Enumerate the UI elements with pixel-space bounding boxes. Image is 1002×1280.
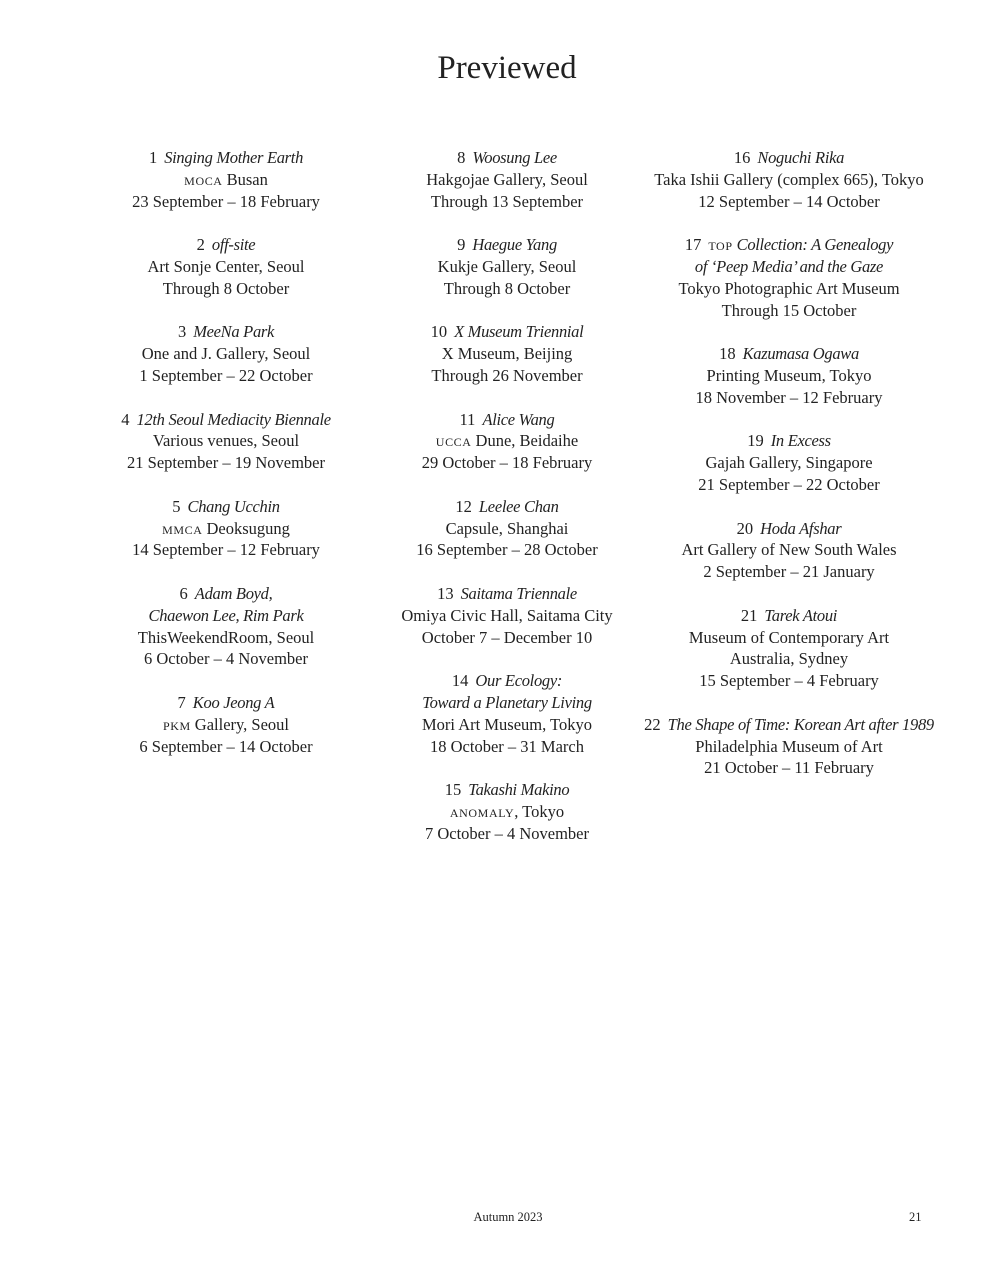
entry-title-line [629, 256, 949, 278]
entry-number: 18 [719, 344, 736, 364]
entry-dates: Through 8 October [162, 278, 290, 298]
entry-venue: Museum of Contemporary Art [688, 627, 890, 647]
entry-title: Kazumasa Ogawa [742, 344, 859, 364]
entry-venue: Philadelphia Museum of Art [695, 736, 883, 756]
entry-venue-line [629, 365, 949, 387]
listing-entry [347, 409, 667, 474]
entry-venue: Art Gallery of New South Wales [681, 540, 897, 560]
venue-smallcaps: anomaly [449, 801, 515, 821]
entry-venue-line [629, 452, 949, 474]
entry-title: 12th Seoul Mediacity Biennale [136, 409, 331, 429]
entry-title: Alice Wang [482, 409, 555, 429]
entry-venue: Australia, Sydney [729, 649, 849, 669]
entry-venue-line [347, 518, 667, 540]
entry-title-line [66, 321, 386, 343]
entry-venue: Hakgojae Gallery, Seoul [426, 169, 588, 189]
listing-entry [347, 147, 667, 212]
entry-dates: Through 15 October [721, 300, 857, 320]
entry-venue: Printing Museum, Tokyo [706, 365, 872, 385]
entry-title: Takashi Makino [468, 780, 570, 800]
entry-title: Hoda Afshar [760, 518, 842, 538]
listing-entry [347, 583, 667, 648]
entry-title-line [629, 714, 949, 736]
entry-title-line [66, 409, 386, 431]
entry-number: 7 [177, 692, 186, 712]
entry-venue: Various venues, Seoul [152, 431, 300, 451]
entry-title: Tarek Atoui [764, 605, 838, 625]
entry-venue: Kukje Gallery, Seoul [437, 256, 577, 276]
listing-entry [629, 518, 949, 583]
entry-number: 10 [430, 322, 448, 342]
listing-entry [629, 234, 949, 321]
listing-entry [66, 496, 386, 561]
entry-title-line [66, 583, 386, 605]
entry-title-line [629, 234, 949, 256]
entry-number: 9 [457, 235, 466, 255]
entry-venue: Dune, Beidaihe [475, 431, 579, 451]
entry-venue: Mori Art Museum, Tokyo [422, 714, 592, 734]
entry-title-line [347, 409, 667, 431]
entry-number: 21 [740, 605, 758, 625]
entry-venue: ThisWeekendRoom, Seoul [137, 627, 315, 647]
entry-title-line [66, 496, 386, 518]
entry-number: 2 [196, 235, 205, 255]
entry-number: 16 [733, 148, 751, 167]
entry-title-line [629, 147, 949, 169]
entry-venue-line [347, 714, 667, 736]
entry-venue: Gallery, Seoul [194, 714, 290, 734]
entry-dates: 6 September – 14 October [139, 736, 313, 756]
entry-venue-line [347, 430, 667, 452]
entry-venue-line [66, 430, 386, 452]
entry-title-line [629, 605, 949, 627]
page-title: Previewed [437, 50, 577, 86]
entry-venue-line [629, 648, 949, 670]
entry-dates: 21 September – 22 October [698, 474, 880, 494]
listing-entry [347, 496, 667, 561]
entry-venue-line [629, 278, 949, 300]
entry-title-line [347, 692, 667, 714]
entry-number: 1 [148, 148, 158, 167]
listing-entry [347, 234, 667, 299]
entry-title: MeeNa Park [193, 322, 275, 342]
entry-dates: 21 September – 19 November [127, 453, 325, 473]
entry-number: 17 [684, 235, 702, 255]
entry-number: 4 [121, 409, 130, 429]
entry-dates: Through 13 September [430, 191, 584, 211]
entry-venue: Taka Ishii Gallery (complex 665), Tokyo [654, 169, 924, 189]
entry-venue-line [66, 169, 386, 191]
listing-entry [66, 147, 386, 212]
listing-entry [629, 605, 949, 692]
entry-venue: Deoksugung [206, 518, 290, 538]
entry-title: The Shape of Time: Korean Art after 1989 [667, 714, 934, 734]
listing-entry [629, 430, 949, 495]
entry-venue-line [66, 627, 386, 649]
entry-dates: 12 September – 14 October [698, 191, 880, 211]
entry-venue: Tokyo Photographic Art Museum [678, 278, 900, 298]
entry-venue-line [66, 343, 386, 365]
entry-venue: X Museum, Beijing [441, 344, 573, 364]
entry-number: 5 [172, 496, 181, 516]
entry-title: Woosung Lee [472, 148, 557, 167]
page-number: 21 [909, 1210, 922, 1224]
entry-venue: , Tokyo [514, 801, 565, 821]
entry-dates: 7 October – 4 November [424, 823, 590, 843]
entry-venue-line [66, 714, 386, 736]
entry-dates: 18 October – 31 March [430, 736, 584, 756]
entry-title: Collection: A Genealogy [736, 235, 894, 255]
entry-venue: Capsule, Shanghai [445, 518, 569, 538]
entry-title-line [66, 147, 386, 169]
entry-title-line [347, 234, 667, 256]
listing-column-3 [629, 147, 949, 801]
entry-title-line [629, 518, 949, 540]
listing-entry [347, 779, 667, 844]
venue-smallcaps: mmca [162, 518, 203, 538]
entry-dates: Through 26 November [431, 365, 583, 385]
entry-venue-line [347, 343, 667, 365]
entry-title: Adam Boyd, [194, 583, 273, 603]
listing-entry [347, 670, 667, 757]
listing-entry [629, 714, 949, 779]
entry-dates: 1 September – 22 October [139, 365, 313, 385]
entry-venue-line [347, 801, 667, 823]
entry-venue-line [347, 169, 667, 191]
entry-title-line [347, 496, 667, 518]
entry-title-line [347, 147, 667, 169]
entry-venue-line [66, 518, 386, 540]
entry-venue-line [347, 605, 667, 627]
entry-dates: Through 8 October [443, 278, 571, 298]
entry-title: Our Ecology: [475, 671, 563, 691]
entry-number: 8 [457, 148, 466, 167]
listing-entry [66, 321, 386, 386]
entry-title: Noguchi Rika [757, 148, 845, 167]
entry-venue-line [629, 539, 949, 561]
listing-entry [629, 343, 949, 408]
entry-venue-line [347, 256, 667, 278]
listing-column-2 [347, 147, 667, 866]
entry-title: Leelee Chan [478, 496, 559, 516]
entry-title-line [66, 692, 386, 714]
entry-number: 14 [451, 671, 469, 691]
entry-venue: Gajah Gallery, Singapore [705, 453, 873, 473]
entry-title: Chang Ucchin [187, 496, 280, 516]
entry-venue: Omiya Civic Hall, Saitama City [401, 605, 613, 625]
entry-title: Koo Jeong A [192, 692, 275, 712]
entry-title: Saitama Triennale [460, 583, 577, 603]
entry-venue: Art Sonje Center, Seoul [147, 256, 305, 276]
entry-number: 12 [455, 496, 472, 516]
entry-title-line [66, 605, 386, 627]
entry-dates: 21 October – 11 February [704, 758, 874, 778]
entry-title: X Museum Triennial [454, 322, 584, 342]
entry-dates: 14 September – 12 February [132, 540, 320, 560]
entry-number: 20 [736, 518, 754, 538]
entry-title-line [66, 234, 386, 256]
footer-issue: Autumn 2023 [473, 1210, 543, 1224]
entry-title: of ‘Peep Media’ and the Gaze [694, 256, 884, 276]
entry-number: 13 [437, 583, 454, 603]
entry-title-smallcaps: top [708, 235, 733, 255]
entry-number: 6 [179, 583, 188, 603]
listing-entry [66, 583, 386, 670]
entry-venue-line [629, 169, 949, 191]
entry-venue-line [629, 736, 949, 758]
listing-entry [347, 321, 667, 386]
entry-venue-line [66, 256, 386, 278]
entry-title: Singing Mother Earth [164, 148, 304, 167]
listing-column-1 [66, 147, 386, 779]
entry-dates: 18 November – 12 February [695, 387, 883, 407]
entry-dates: 2 September – 21 January [703, 562, 875, 582]
entry-title-line [347, 321, 667, 343]
entry-dates: 16 September – 28 October [416, 540, 598, 560]
entry-title-line [629, 430, 949, 452]
entry-dates: 29 October – 18 February [421, 453, 593, 473]
entry-title-line [347, 670, 667, 692]
venue-smallcaps: ucca [435, 431, 472, 451]
entry-title: Toward a Planetary Living [422, 692, 592, 712]
entry-number: 19 [747, 431, 764, 451]
entry-venue: One and J. Gallery, Seoul [141, 344, 311, 364]
entry-title-line [629, 343, 949, 365]
entry-venue: Busan [226, 169, 268, 189]
entry-number: 22 [644, 714, 661, 734]
entry-number: 11 [459, 409, 476, 429]
entry-title-line [347, 583, 667, 605]
entry-dates: 6 October – 4 November [143, 649, 309, 669]
entry-title: off-site [211, 235, 256, 255]
listing-entry [66, 234, 386, 299]
listing-entry [66, 409, 386, 474]
venue-smallcaps: pkm [162, 714, 191, 734]
entry-dates: 15 September – 4 February [699, 671, 879, 691]
entry-title: Chaewon Lee, Rim Park [148, 605, 304, 625]
entry-number: 15 [444, 780, 462, 800]
listing-entry [629, 147, 949, 212]
listing-entry [66, 692, 386, 757]
entry-number: 3 [177, 322, 187, 342]
entry-title: Haegue Yang [472, 235, 557, 255]
entry-title-line [347, 779, 667, 801]
venue-smallcaps: moca [184, 169, 223, 189]
entry-title: In Excess [770, 431, 831, 451]
entry-dates: October 7 – December 10 [421, 627, 593, 647]
entry-venue-line [629, 627, 949, 649]
entry-dates: 23 September – 18 February [132, 191, 320, 211]
